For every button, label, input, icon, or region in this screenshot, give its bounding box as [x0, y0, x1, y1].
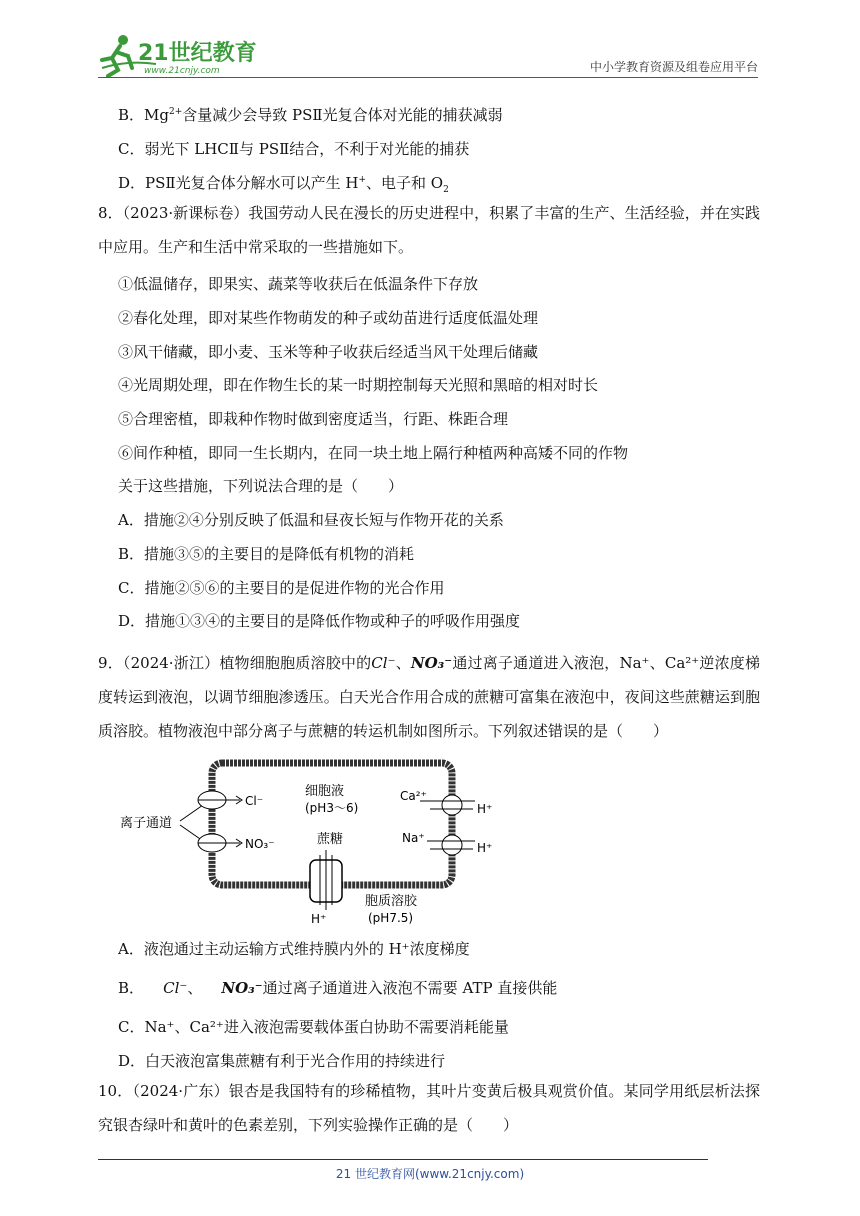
q8-option-c: C．措施②⑤⑥的主要目的是促进作物的光合作用 [118, 579, 445, 597]
q9-option-a: A．液泡通过主动运输方式维持膜内外的 H⁺浓度梯度 [118, 940, 470, 958]
q8-item-3: ③风干储藏，即小麦、玉米等种子收获后经适当风干处理后储藏 [118, 343, 539, 361]
q7-option-b: B．$Mg^{2+}$含量减少会导致 PSⅡ光复合体对光能的捕获减弱 [118, 106, 503, 124]
cytosol-ph: (pH7.5) [368, 911, 414, 925]
q8-option-d: D．措施①③④的主要目的是降低作物或种子的呼吸作用强度 [118, 612, 521, 630]
ca-antiporter [420, 795, 475, 815]
header-platform-text: 中小学教育资源及组卷应用平台 [589, 60, 758, 74]
footer-divider [98, 1159, 708, 1160]
cell-sap-label: 细胞液 [305, 784, 345, 799]
h-label-2: H⁺ [477, 841, 493, 855]
q9-option-c: C．Na⁺、Ca²⁺进入液泡需要载体蛋白协助不需要消耗能量 [118, 1018, 509, 1036]
page-header [98, 30, 758, 80]
sucrose-transporter [310, 850, 342, 910]
q9-option-d: D．白天液泡富集蔗糖有利于光合作用的持续进行 [118, 1052, 446, 1070]
q10-stem: 10．（2024·广东）银杏是我国特有的珍稀植物，其叶片变黄后极具观赏价值。某同学用纸层析法探究银杏绿叶和黄叶的色素差别，下列实验操作正确的是（ ） [98, 1082, 760, 1134]
cl-channel [198, 791, 242, 809]
q8-stem: 8．（2023·新课标卷）我国劳动人民在漫长的历史进程中，积累了丰富的生产、生活经验，并在实践中应用。生产和生活中常采取的一些措施如下。 [98, 204, 760, 256]
no3-label: NO₃⁻ [245, 837, 275, 851]
header-divider [98, 77, 758, 78]
logo [98, 30, 268, 78]
q8-item-4: ④光周期处理，即在作物生长的某一时期控制每天光照和黑暗的相对时长 [118, 376, 599, 394]
ion-channel-label: 离子通道 [120, 816, 173, 831]
logo-text: 21世纪教育 [138, 41, 257, 66]
no3-channel [198, 834, 242, 852]
ca-label: Ca²⁺ [400, 789, 427, 803]
cl-label: Cl⁻ [245, 794, 264, 808]
na-label: Na⁺ [402, 831, 425, 845]
q9-option-b: B． Cl⁻、 NO₃⁻通过离子通道进入液泡不需要 ATP 直接供能 [118, 979, 558, 997]
q7-option-c: C．弱光下 LHCⅡ与 PSⅡ结合，不利于对光能的捕获 [118, 140, 470, 158]
q9-stem: 9．（2024·浙江）植物细胞胞质溶胶中的Cl⁻、NO₃⁻通过离子通道进入液泡，Na⁺、Ca²⁺逆浓度梯度转运到液泡，以调节细胞渗透压。白天光合作用合成的蔗糖可富集在液泡中，夜间这些蔗糖运到胞质溶胶。植物液泡中部分离子与蔗糖的转运机制如图所示。下列叙述错误的是（ ） [98, 654, 760, 740]
h-label-1: H⁺ [477, 802, 493, 816]
h-label-3: H⁺ [311, 912, 327, 925]
q8-option-a: A．措施②④分别反映了低温和昼夜长短与作物开花的关系 [118, 511, 504, 529]
q8-item-2: ②春化处理，即对某些作物萌发的种子或幼苗进行适度低温处理 [118, 309, 539, 327]
q8-item-5: ⑤合理密植，即栽种作物时做到密度适当，行距、株距合理 [118, 410, 509, 428]
q8-option-b: B．措施③⑤的主要目的是降低有机物的消耗 [118, 545, 415, 563]
cell-sap-ph: (pH3～6) [305, 801, 359, 815]
q8-item-6: ⑥间作种植，即同一生长期内，在同一块土地上隔行种植两种高矮不同的作物 [118, 444, 629, 462]
cytosol-label: 胞质溶胶 [365, 894, 418, 909]
vacuole-transport-diagram [115, 755, 515, 925]
q7-option-d: D．PSⅡ光复合体分解水可以产生 H+、电子和 $O_2$ [118, 174, 449, 195]
q8-question: 关于这些措施，下列说法合理的是（ ） [118, 477, 404, 495]
sucrose-label: 蔗糖 [317, 832, 344, 847]
footer-text: 21 世纪教育网(www.21cnjy.com) [335, 1167, 525, 1181]
q8-item-1: ①低温储存，即果实、蔬菜等收获后在低温条件下存放 [118, 275, 479, 293]
logo-url: www.21cnjy.com [144, 66, 220, 76]
na-antiporter [427, 835, 475, 855]
